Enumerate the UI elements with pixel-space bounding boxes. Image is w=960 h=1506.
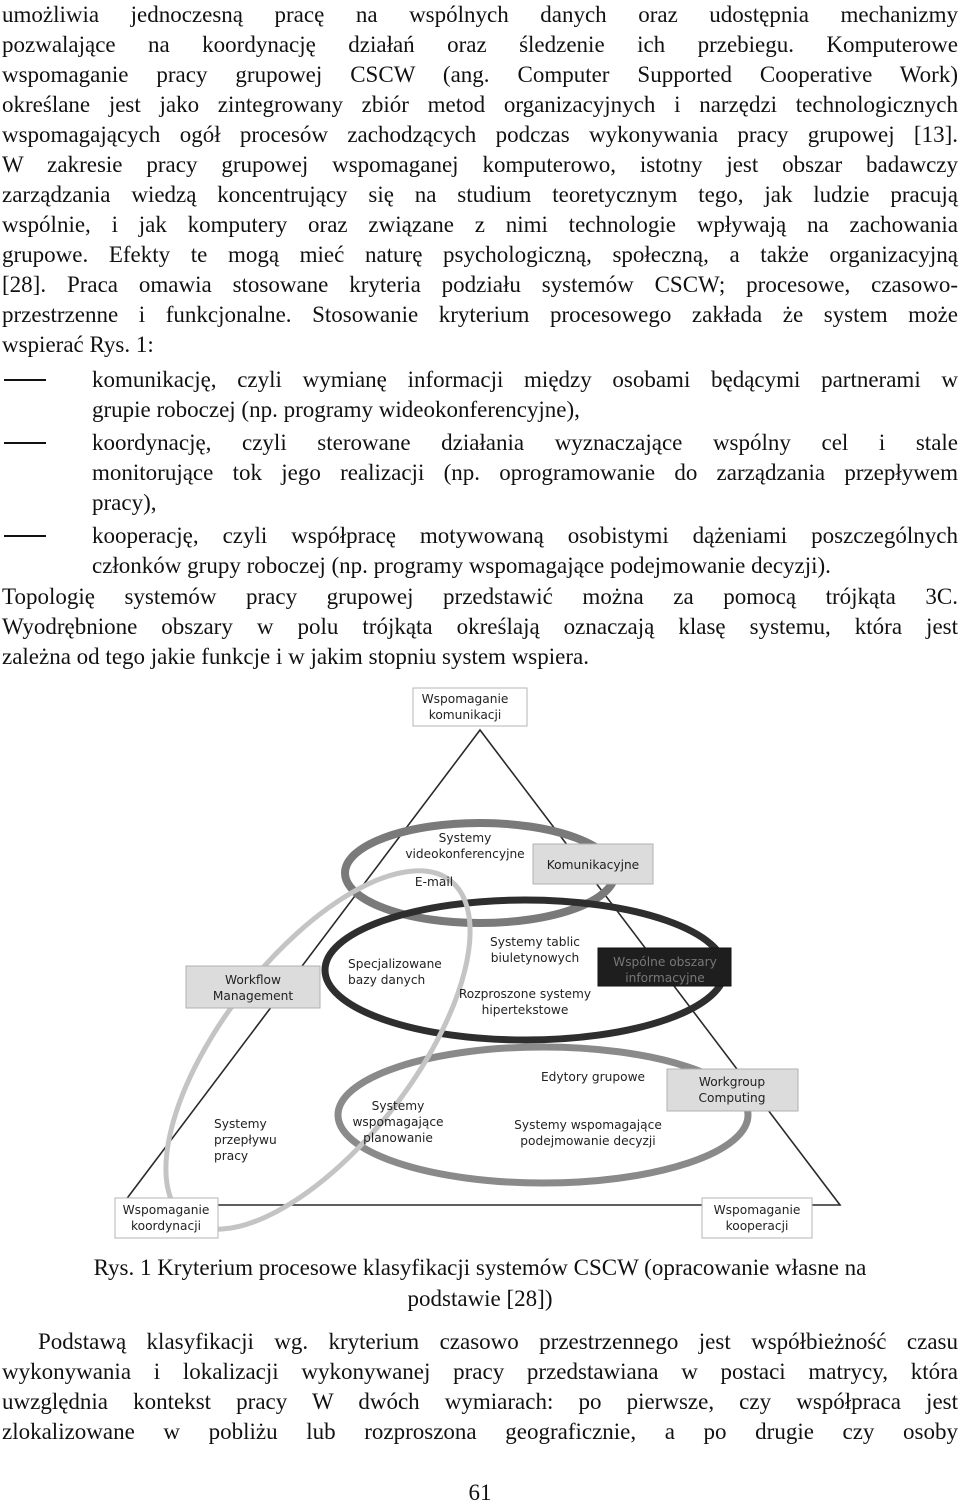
body-line: [28]. Praca omawia stosowane kryteria podziału systemów CSCW; procesowe, czasowo- bbox=[2, 272, 958, 297]
rozproszone-line: hipertekstowe bbox=[481, 1003, 569, 1017]
body-line: wspomaganie pracy grupowej CSCW (ang. Computer Supported Cooperative Work) bbox=[2, 62, 958, 87]
videokonf-line: videokonferencyjne bbox=[405, 847, 525, 861]
videokonf-line: Systemy bbox=[438, 831, 492, 845]
body-line: uwzględnia kontekst pracy W dwóch wymiarach: po pierwsze, czy współpraca jest bbox=[2, 1389, 958, 1414]
specjalizowane-line: Specjalizowane bbox=[348, 957, 442, 971]
body-line: wspólnie, i jak komputery oraz związane z nimi technologie wpływają na zachowania bbox=[2, 212, 958, 237]
body-line: przestrzenne i funkcjonalne. Stosowanie kryterium procesowego zakłada że system może bbox=[2, 302, 958, 327]
bullet-line: członków grupy roboczej (np. programy wspomagające podejmowanie decyzji). bbox=[92, 553, 831, 578]
right-box-line: kooperacji bbox=[725, 1219, 789, 1233]
rozproszone-line: Rozproszone systemy bbox=[458, 987, 592, 1001]
planowanie-line: wspomagające bbox=[352, 1115, 444, 1129]
komunikacyjne-label: Komunikacyjne bbox=[546, 858, 640, 872]
przeplyw-line: pracy bbox=[214, 1149, 249, 1163]
body-line: zarządzania wiedzą koncentrujący się na studium teoretycznym tego, jak ludzie pracują bbox=[2, 182, 958, 207]
bullet-line: pracy), bbox=[92, 490, 157, 515]
left-box-line: koordynacji bbox=[131, 1219, 201, 1233]
wspolne-line: Wspólne obszary bbox=[613, 955, 717, 969]
left-box-line: Wspomaganie bbox=[122, 1203, 210, 1217]
body-line: umożliwia jednoczesną pracę na wspólnych danych oraz udostępnia mechanizmy bbox=[2, 2, 958, 27]
przeplyw-line: przepływu bbox=[214, 1133, 277, 1147]
bullet-dash bbox=[4, 379, 46, 381]
decyzji-line: podejmowanie decyzji bbox=[520, 1134, 656, 1148]
body-line: Wyodrębnione obszary w polu trójkąta określają oznaczają klasę systemu, która jest bbox=[2, 614, 958, 639]
decyzji-line: Systemy wspomagające bbox=[514, 1118, 662, 1132]
body-line: zlokalizowane w pobliżu lub rozproszona geograficznie, a po drugie czy osoby bbox=[2, 1419, 958, 1444]
specjalizowane-line: bazy danych bbox=[348, 973, 426, 987]
body-line: W zakresie pracy grupowej wspomaganej komputerowo, istotny jest obszar badawczy bbox=[2, 152, 958, 177]
bullet-line: kooperację, czyli współpracę motywowaną osobistymi dążeniami poszczególnych bbox=[92, 523, 958, 548]
tablic-line: Systemy tablic bbox=[490, 935, 580, 949]
top-box-line: komunikacji bbox=[428, 708, 502, 722]
figure-caption: Rys. 1 Kryterium procesowe klasyfikacji systemów CSCW (opracowanie własne na bbox=[93, 1255, 867, 1280]
body-line: wspierać Rys. 1: bbox=[2, 332, 154, 357]
bullet-line: koordynację, czyli sterowane działania wyznaczające wspólny cel i stale bbox=[92, 430, 958, 455]
edytory-label: Edytory grupowe bbox=[540, 1070, 646, 1084]
workgroup-line: Computing bbox=[698, 1091, 766, 1105]
cscw-3c-triangle-diagram bbox=[0, 680, 960, 1250]
przeplyw-line: Systemy bbox=[214, 1117, 267, 1131]
body-line: zależna od tego jakie funkcje i w jakim stopniu system wspiera. bbox=[2, 644, 589, 669]
planowanie-line: planowanie bbox=[363, 1131, 433, 1145]
top-box-line: Wspomaganie bbox=[421, 692, 509, 706]
body-line: Podstawą klasyfikacji wg. kryterium czasowo przestrzennego jest współbieżność czasu bbox=[38, 1329, 958, 1354]
body-line: określane jest jako zintegrowany zbiór metod organizacyjnych i narzędzi technologicznych bbox=[2, 92, 958, 117]
bullet-dash bbox=[4, 442, 46, 444]
bullet-dash bbox=[4, 535, 46, 537]
body-line: wspomagających ogół procesów zachodzących podczas wykonywania pracy grupowej [13]. bbox=[2, 122, 958, 147]
bullet-line: komunikację, czyli wymianę informacji między osobami będącymi partnerami w bbox=[92, 367, 958, 392]
body-line: wykonywania i lokalizacji wykonywanej pracy przedstawiana w postaci matrycy, która bbox=[2, 1359, 958, 1384]
tablic-line: biuletynowych bbox=[490, 951, 580, 965]
page-number: 61 bbox=[468, 1480, 492, 1505]
workflow-line: Workflow bbox=[225, 973, 281, 987]
wspolne-line: informacyjne bbox=[625, 971, 705, 985]
bullet-line: monitorujące tok jego realizacji (np. oprogramowanie do zarządzania przepływem bbox=[92, 460, 958, 485]
workgroup-line: Workgroup bbox=[698, 1075, 766, 1089]
planowanie-line: Systemy bbox=[371, 1099, 425, 1113]
figure-caption: podstawie [28]) bbox=[407, 1286, 553, 1311]
body-line: grupowe. Efekty te mogą mieć naturę psychologiczną, społeczną, a także organizacyjną bbox=[2, 242, 958, 267]
right-box-line: Wspomaganie bbox=[713, 1203, 801, 1217]
workflow-line: Management bbox=[212, 989, 294, 1003]
body-line: Topologię systemów pracy grupowej przedstawić można za pomocą trójkąta 3C. bbox=[2, 584, 958, 609]
email-label: E-mail bbox=[414, 875, 454, 889]
body-line: pozwalające na koordynację działań oraz śledzenie ich przebiegu. Komputerowe bbox=[2, 32, 958, 57]
bullet-line: grupie roboczej (np. programy wideokonferencyjne), bbox=[92, 397, 580, 422]
